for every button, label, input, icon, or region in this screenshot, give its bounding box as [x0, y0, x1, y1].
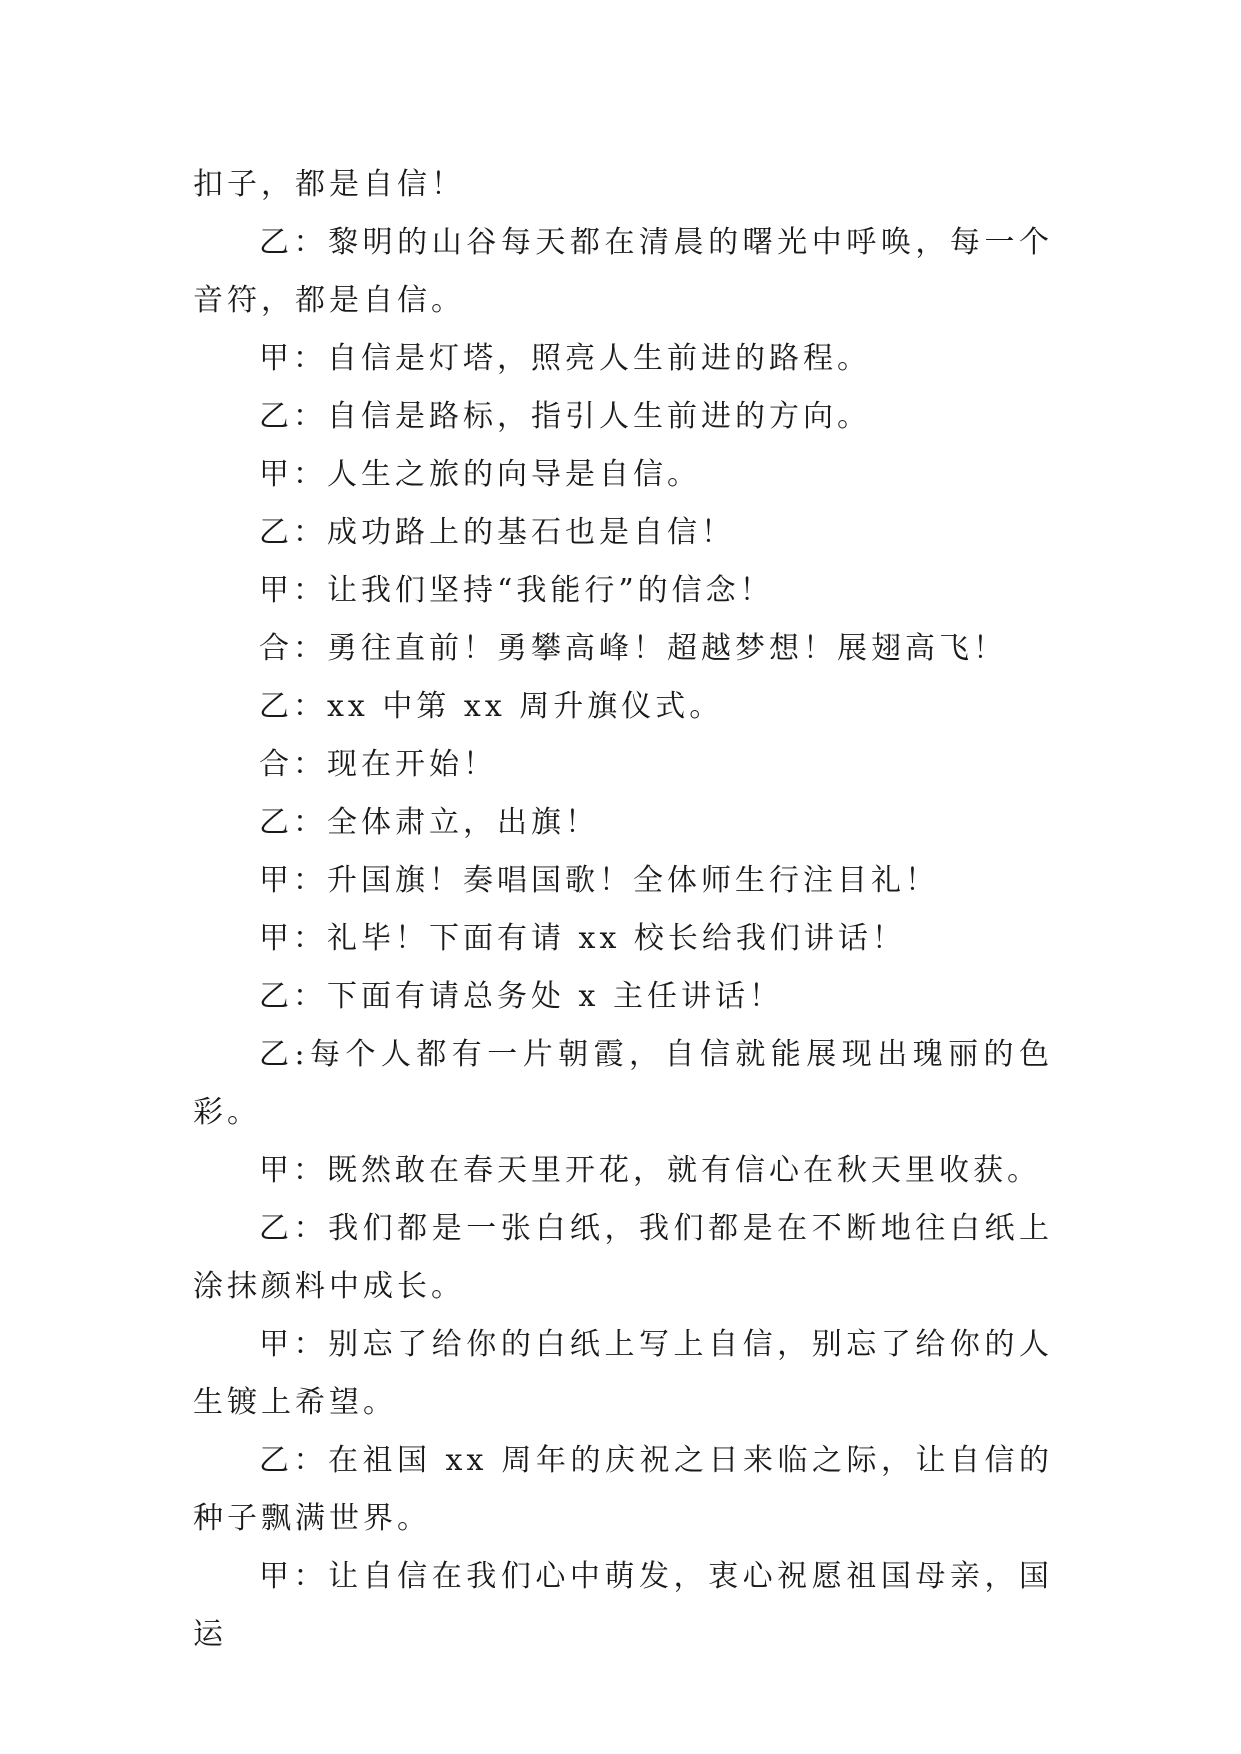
paragraph: 乙：黎明的山谷每天都在清晨的曙光中呼唤，每一个音符，都是自信。 — [193, 225, 1053, 318]
paragraph: 甲：礼毕！下面有请 xx 校长给我们讲话！ — [259, 921, 906, 956]
paragraph: 乙：自信是路标，指引人生前进的方向。 — [259, 399, 871, 434]
paragraph: 乙：我们都是一张白纸，我们都是在不断地往白纸上涂抹颜料中成长。 — [193, 1211, 1053, 1304]
paragraph: 甲：自信是灯塔，照亮人生前进的路程。 — [259, 341, 871, 376]
paragraph: 合：勇往直前！勇攀高峰！超越梦想！展翅高飞！ — [259, 631, 1007, 666]
paragraph: 乙：下面有请总务处 x 主任讲话！ — [259, 979, 783, 1014]
paragraph: 甲：让自信在我们心中萌发，衷心祝愿祖国母亲，国运 — [193, 1559, 1053, 1652]
paragraph: 甲：别忘了给你的白纸上写上自信，别忘了给你的人生镀上希望。 — [193, 1327, 1053, 1420]
paragraph: 扣子，都是自信！ — [193, 167, 465, 202]
paragraph: 乙：xx 中第 xx 周升旗仪式。 — [259, 689, 724, 724]
paragraph: 乙：在祖国 xx 周年的庆祝之日来临之际，让自信的种子飘满世界。 — [193, 1443, 1053, 1536]
paragraph: 乙：成功路上的基石也是自信！ — [259, 515, 735, 550]
document-body — [193, 156, 1053, 1664]
paragraph: 甲：升国旗！奏唱国歌！全体师生行注目礼！ — [259, 863, 939, 898]
paragraph: 甲：人生之旅的向导是自信。 — [259, 457, 701, 492]
paragraph: 乙:每个人都有一片朝霞，自信就能展现出瑰丽的色彩。 — [193, 1037, 1053, 1130]
paragraph: 甲：让我们坚持“我能行”的信念！ — [259, 573, 774, 608]
paragraph: 甲：既然敢在春天里开花，就有信心在秋天里收获。 — [259, 1153, 1041, 1188]
paragraph: 乙：全体肃立，出旗！ — [259, 805, 599, 840]
paragraph: 合：现在开始！ — [259, 747, 497, 782]
